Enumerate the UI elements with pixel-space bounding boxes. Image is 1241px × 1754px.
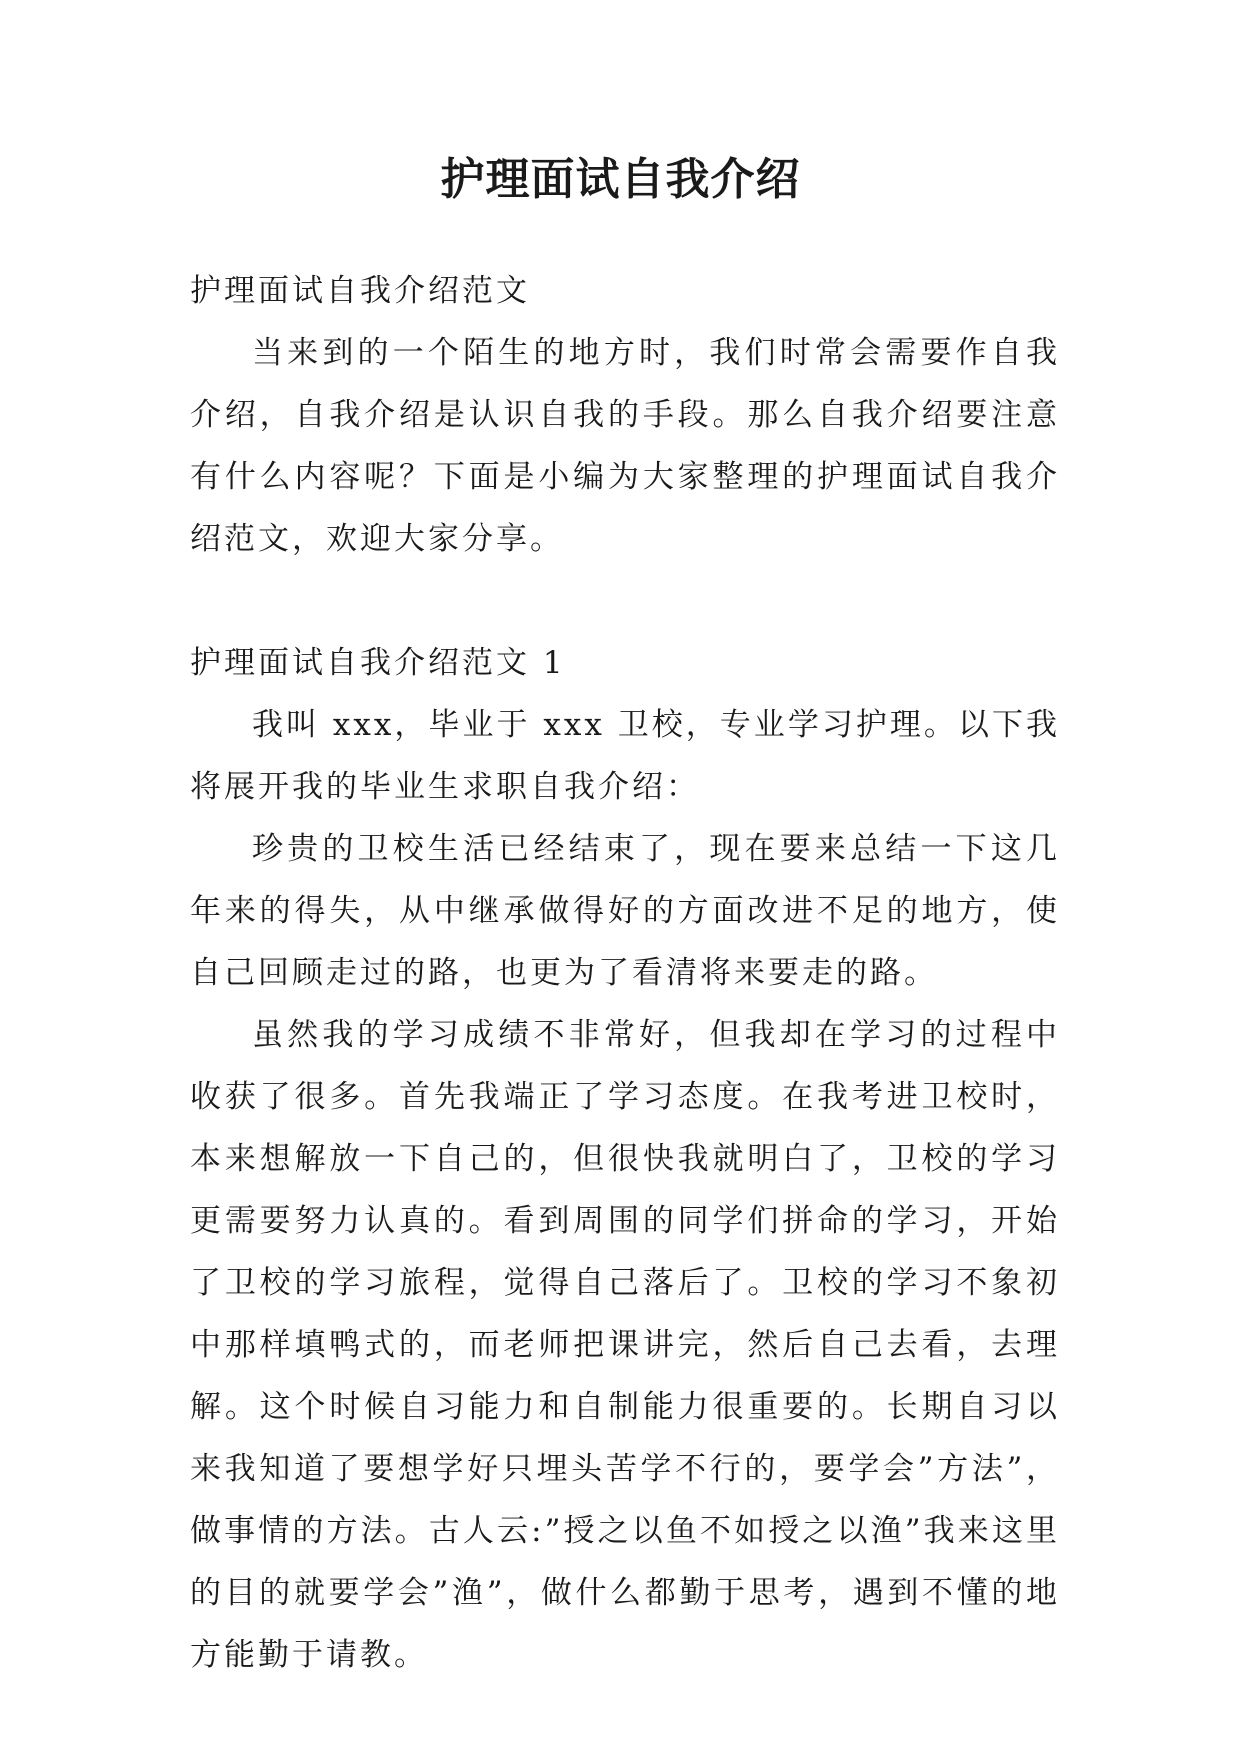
- section-spacer: [190, 570, 1060, 632]
- section-1-paragraph-1: 我叫 xxx，毕业于 xxx 卫校，专业学习护理。以下我将展开我的毕业生求职自我介绍：: [190, 707, 1060, 805]
- section-1-paragraph-2: 珍贵的卫校生活已经结束了，现在要来总结一下这几年来的得失，从中继承做得好的方面改进不足的地方，使自己回顾走过的路，也更为了看清将来要走的路。: [190, 831, 1060, 991]
- section-1-paragraph-3: 虽然我的学习成绩不非常好，但我却在学习的过程中收获了很多。首先我端正了学习态度。在我考进卫校时，本来想解放一下自己的，但很快我就明白了，卫校的学习更需要努力认真的。看到周围的同学们拼命的学习，开始了卫校的学习旅程，觉得自己落后了。卫校的学习不象初中那样填鸭式的，而老师把课讲完，然后自己去看，去理解。这个时候自习能力和自制能力很重要的。长期自习以来我知道了要想学好只埋头苦学不行的，要学会”方法”，做事情的方法。古人云:”授之以鱼不如授之以渔”我来这里的目的就要学会”渔”，做什么都勤于思考，遇到不懂的地方能勤于请教。: [190, 1017, 1060, 1673]
- document-body: [190, 260, 1060, 1686]
- intro-paragraph: 当来到的一个陌生的地方时，我们时常会需要作自我介绍，自我介绍是认识自我的手段。那么自我介绍要注意有什么内容呢？下面是小编为大家整理的护理面试自我介绍范文，欢迎大家分享。: [190, 335, 1060, 557]
- intro-heading: 护理面试自我介绍范文: [190, 273, 530, 309]
- document-title: 护理面试自我介绍: [440, 154, 801, 205]
- section-1-heading: 护理面试自我介绍范文 1: [190, 645, 566, 681]
